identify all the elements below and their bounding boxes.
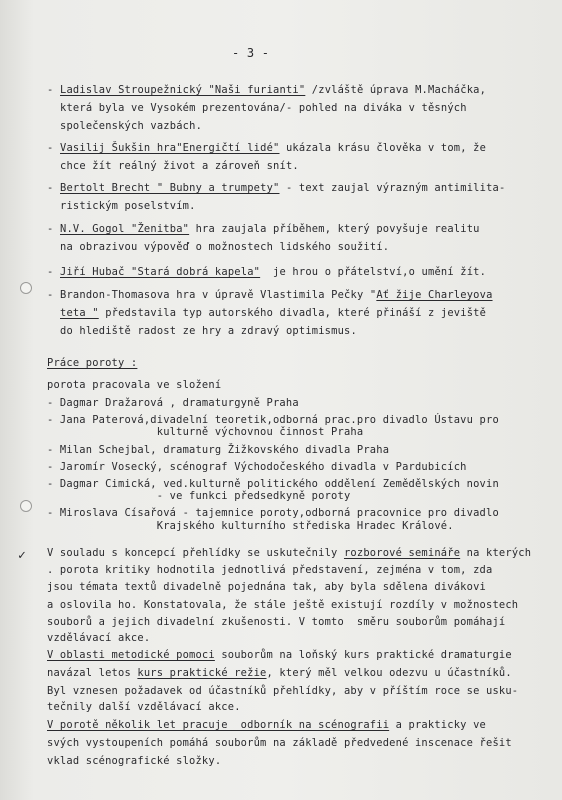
bullet-dash: - <box>47 142 54 154</box>
jury-intro: porota pracovala ve složení <box>47 379 222 391</box>
text-segment: svých vystoupeních pomáhá souborům na základě předvedené inscenace řešit <box>47 737 512 749</box>
bullet-dash: - <box>47 266 54 278</box>
play-list-line <box>60 160 299 173</box>
jury-member-line: - ve funkci předsedkyně poroty <box>47 490 351 502</box>
check-mark-icon: ✓ <box>18 548 26 563</box>
text-segment: - text zaujal výrazným antimilita- <box>279 182 506 194</box>
play-list-line <box>60 182 505 195</box>
text-segment: rozborové semináře <box>343 547 461 559</box>
text-segment: která byla ve Vysokém prezentována/- pohled na diváka v těsných <box>60 102 467 114</box>
bullet-dash: - <box>47 182 54 194</box>
body-line <box>47 599 518 612</box>
jury-member-line: - Dagmar Dražarová , dramaturgyně Praha <box>47 397 299 409</box>
body-line <box>47 547 531 560</box>
punch-hole <box>20 282 32 294</box>
text-segment: V souladu s koncepcí přehlídky se uskutečnily <box>47 547 344 559</box>
text-segment: Brandon-Thomasova hra v úpravě Vlastimila Pečky " <box>60 289 377 301</box>
text-segment: souborů a jejich divadelní zkušenosti. V tomto směru souborům pomáhají <box>47 616 506 628</box>
jury-member-line: Krajského kulturního střediska Hradec Králové. <box>47 520 454 532</box>
play-list-line <box>60 142 486 155</box>
text-segment: tečnily další vzdělávací akce. <box>47 701 241 713</box>
text-segment: vzdělávací akce. <box>47 632 151 644</box>
text-segment: hra zaujala příběhem, který povyšuje realitu <box>189 223 480 235</box>
text-segment: Jiří Hubač "Stará dobrá kapela" <box>60 266 261 278</box>
body-line <box>47 581 486 594</box>
body-line <box>47 667 512 680</box>
text-segment: Byl vznesen požadavek od účastníků přehlídky, aby v příštím roce se usku- <box>47 685 519 697</box>
body-line <box>47 564 492 577</box>
play-list-line <box>60 120 202 133</box>
text-segment: teta " <box>60 307 99 319</box>
body-line <box>47 737 512 750</box>
text-segment: Ladislav Stroupežnický "Naši furianti" <box>60 84 306 96</box>
text-segment: , který měl velkou odezvu u účastníků. <box>266 667 512 679</box>
text-segment: do hlediště radost ze hry a zdravý optimismus. <box>60 325 357 337</box>
text-segment: kurs praktické režie <box>137 667 267 679</box>
play-list-line <box>60 223 480 236</box>
text-segment: Bertolt Brecht " Bubny a trumpety" <box>60 182 280 194</box>
play-list-line <box>60 307 486 320</box>
play-list-line <box>60 102 467 115</box>
text-segment: na obrazivou výpověď o možnostech lidského soužití. <box>60 241 390 253</box>
text-segment: N.V. Gogol "Ženitba" <box>60 223 190 235</box>
text-segment: Ať žije Charleyova <box>376 289 493 301</box>
bullet-dash: - <box>47 223 54 235</box>
text-segment: ristickým poselstvím. <box>60 200 196 212</box>
text-segment: společenských vazbách. <box>60 120 203 132</box>
bullet-dash: - <box>47 289 54 301</box>
text-segment: navázal letos <box>47 667 138 679</box>
text-segment: je hrou o přátelství,o umění žít. <box>260 266 487 278</box>
jury-member-line: - Milan Schejbal, dramaturg Žižkovského divadla Praha <box>47 444 390 456</box>
text-segment: jsou témata textů divadelně pojednána tak, aby byla sdělena divákovi <box>47 581 486 593</box>
text-segment: představila typ autorského divadla, které přináší z jeviště <box>98 307 487 319</box>
text-segment: chce žít reálný život a zároveň snít. <box>60 160 299 172</box>
text-segment: vklad scénografické složky. <box>47 755 222 767</box>
text-segment: souborům na loňský kurs praktické dramaturgie <box>214 649 512 661</box>
text-segment: na kterých <box>460 547 532 559</box>
jury-member-line: - Jaromír Vosecký, scénograf Východočeského divadla v Pardubicích <box>47 461 467 473</box>
jury-member-line: kulturně výchovnou činnost Praha <box>47 426 364 438</box>
play-list-line <box>60 289 493 302</box>
body-line <box>47 685 518 698</box>
jury-member-line: - Dagmar Cimická, ved.kulturně politického oddělení Zemědělských novin <box>47 478 499 490</box>
play-list-line <box>60 266 486 279</box>
body-line <box>47 649 512 662</box>
page-number: - 3 - <box>232 46 270 60</box>
text-segment: V porotě několik let pracuje odborník na scénografii <box>47 719 390 731</box>
text-segment: /zvláště úprava M.Macháčka, <box>305 84 487 96</box>
text-segment: Vasilij Šukšin hra"Energičtí lidé" <box>60 142 280 154</box>
body-line <box>47 616 505 629</box>
jury-member-line: - Jana Paterová,divadelní teoretik,odborná prac.pro divadlo Ústavu pro <box>47 414 499 426</box>
punch-hole <box>20 500 32 512</box>
play-list-line <box>60 241 389 254</box>
play-list-line <box>60 325 357 338</box>
jury-member-line: - Miroslava Císařová - tajemnice poroty,odborná pracovnice pro divadlo <box>47 507 499 519</box>
text-segment: a prakticky ve <box>389 719 486 731</box>
play-list-line <box>60 200 196 213</box>
body-line <box>47 755 221 768</box>
play-list-line <box>60 84 486 97</box>
body-line <box>47 632 150 645</box>
bullet-dash: - <box>47 84 54 96</box>
body-line <box>47 701 241 714</box>
text-segment: ukázala krásu člověka v tom, že <box>279 142 487 154</box>
text-segment: V oblasti metodické pomoci <box>47 649 215 661</box>
body-line <box>47 719 486 732</box>
text-segment: . porota kritiky hodnotila jednotlivá představení, zejména v tom, zda <box>47 564 493 576</box>
jury-heading: Práce poroty : <box>47 357 138 369</box>
text-segment: a oslovila ho. Konstatovala, že stále ještě existují rozdíly v možnostech <box>47 599 519 611</box>
